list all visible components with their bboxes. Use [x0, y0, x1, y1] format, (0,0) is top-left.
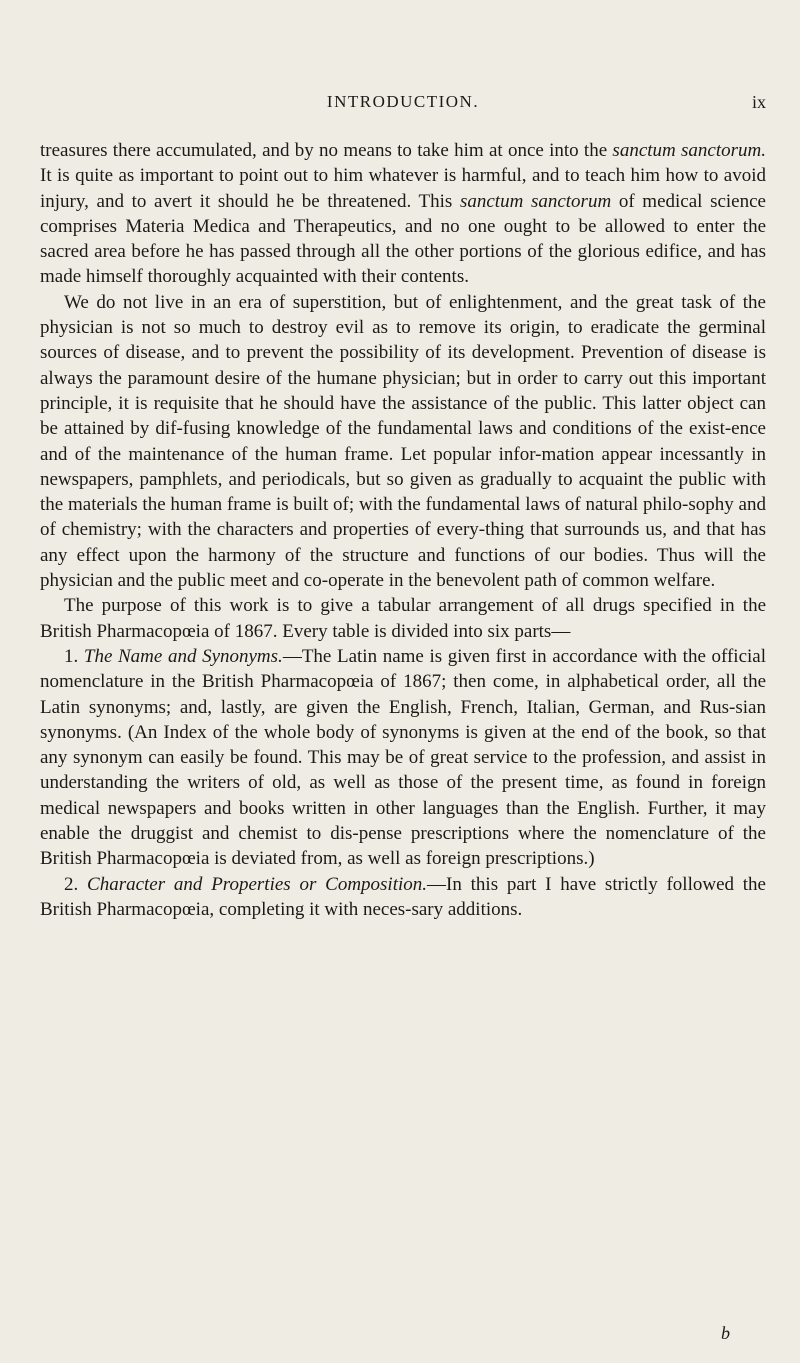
- page-number: ix: [751, 92, 766, 112]
- paragraph: We do not live in an era of superstition, but of enlightenment, and the great task of the physician is not so much to destroy evil as to remove its origin, to eradicate the germinal sources of disease, and to prevent the possibility of its development. Prevention of disease is always the paramount desire of the humane physician; but in order to carry out this important principle, it is requisite that he should have the assistance of the public. This latter object can be attained by dif-fusing knowledge of the fundamental laws and conditions of the exist-ence and of the maintenance of the human frame. Let popular infor-mation appear incessantly in newspapers, pamphlets, and periodicals, but so given as gradually to acquaint the public with the materials the human frame is built of; with the fundamental laws of natural philo-sophy and of chemistry; with the characters and properties of every-thing that surrounds us, and that has any effect upon the harmony of the structure and functions of our bodies. Thus will the physician and the public meet and co-operate in the benevolent path of common welfare.: [40, 291, 766, 592]
- running-header: [40, 92, 766, 118]
- paragraph: treasures there accumulated, and by no means to take him at once into the sanctum sanctorum. It is quite as important to point out to him whatever is harmful, and to teach him how to avoid injury, and to avert it should he be threatened. This sanctum sanctorum of medical science comprises Materia Medica and Therapeutics, and no one ought to be allowed to enter the sacred area before he has passed through all the other portions of the glorious edifice, and has made himself thoroughly acquainted with their contents.: [40, 140, 766, 288]
- body-text: [40, 138, 766, 922]
- paragraph: 2. Character and Properties or Composition.—In this part I have strictly followed the British Pharmacopœia, completing it with neces-sary additions.: [40, 873, 766, 920]
- signature-mark: b: [721, 1323, 730, 1343]
- paragraph: The purpose of this work is to give a tabular arrangement of all drugs specified in the British Pharmacopœia of 1867. Every table is divided into six parts—: [40, 595, 766, 642]
- paragraph: 1. The Name and Synonyms.—The Latin name is given first in accordance with the official nomenclature in the British Pharmacopœia of 1867; then come, in alphabetical order, all the Latin synonyms; and, lastly, are given the English, French, Italian, German, and Rus-sian synonyms. (An Index of the whole body of synonyms is given at the end of the book, so that any synonym can easily be found. This may be of great service to the profession, and assist in understanding the writers of old, as well as those of the present time, as found in foreign medical newspapers and books written in other languages than the English. Further, it may enable the druggist and chemist to dis-pense prescriptions where the nomenclature of the British Pharmacopœia is deviated from, as well as foreign prescriptions.): [40, 645, 767, 870]
- running-title: INTRODUCTION.: [326, 92, 480, 111]
